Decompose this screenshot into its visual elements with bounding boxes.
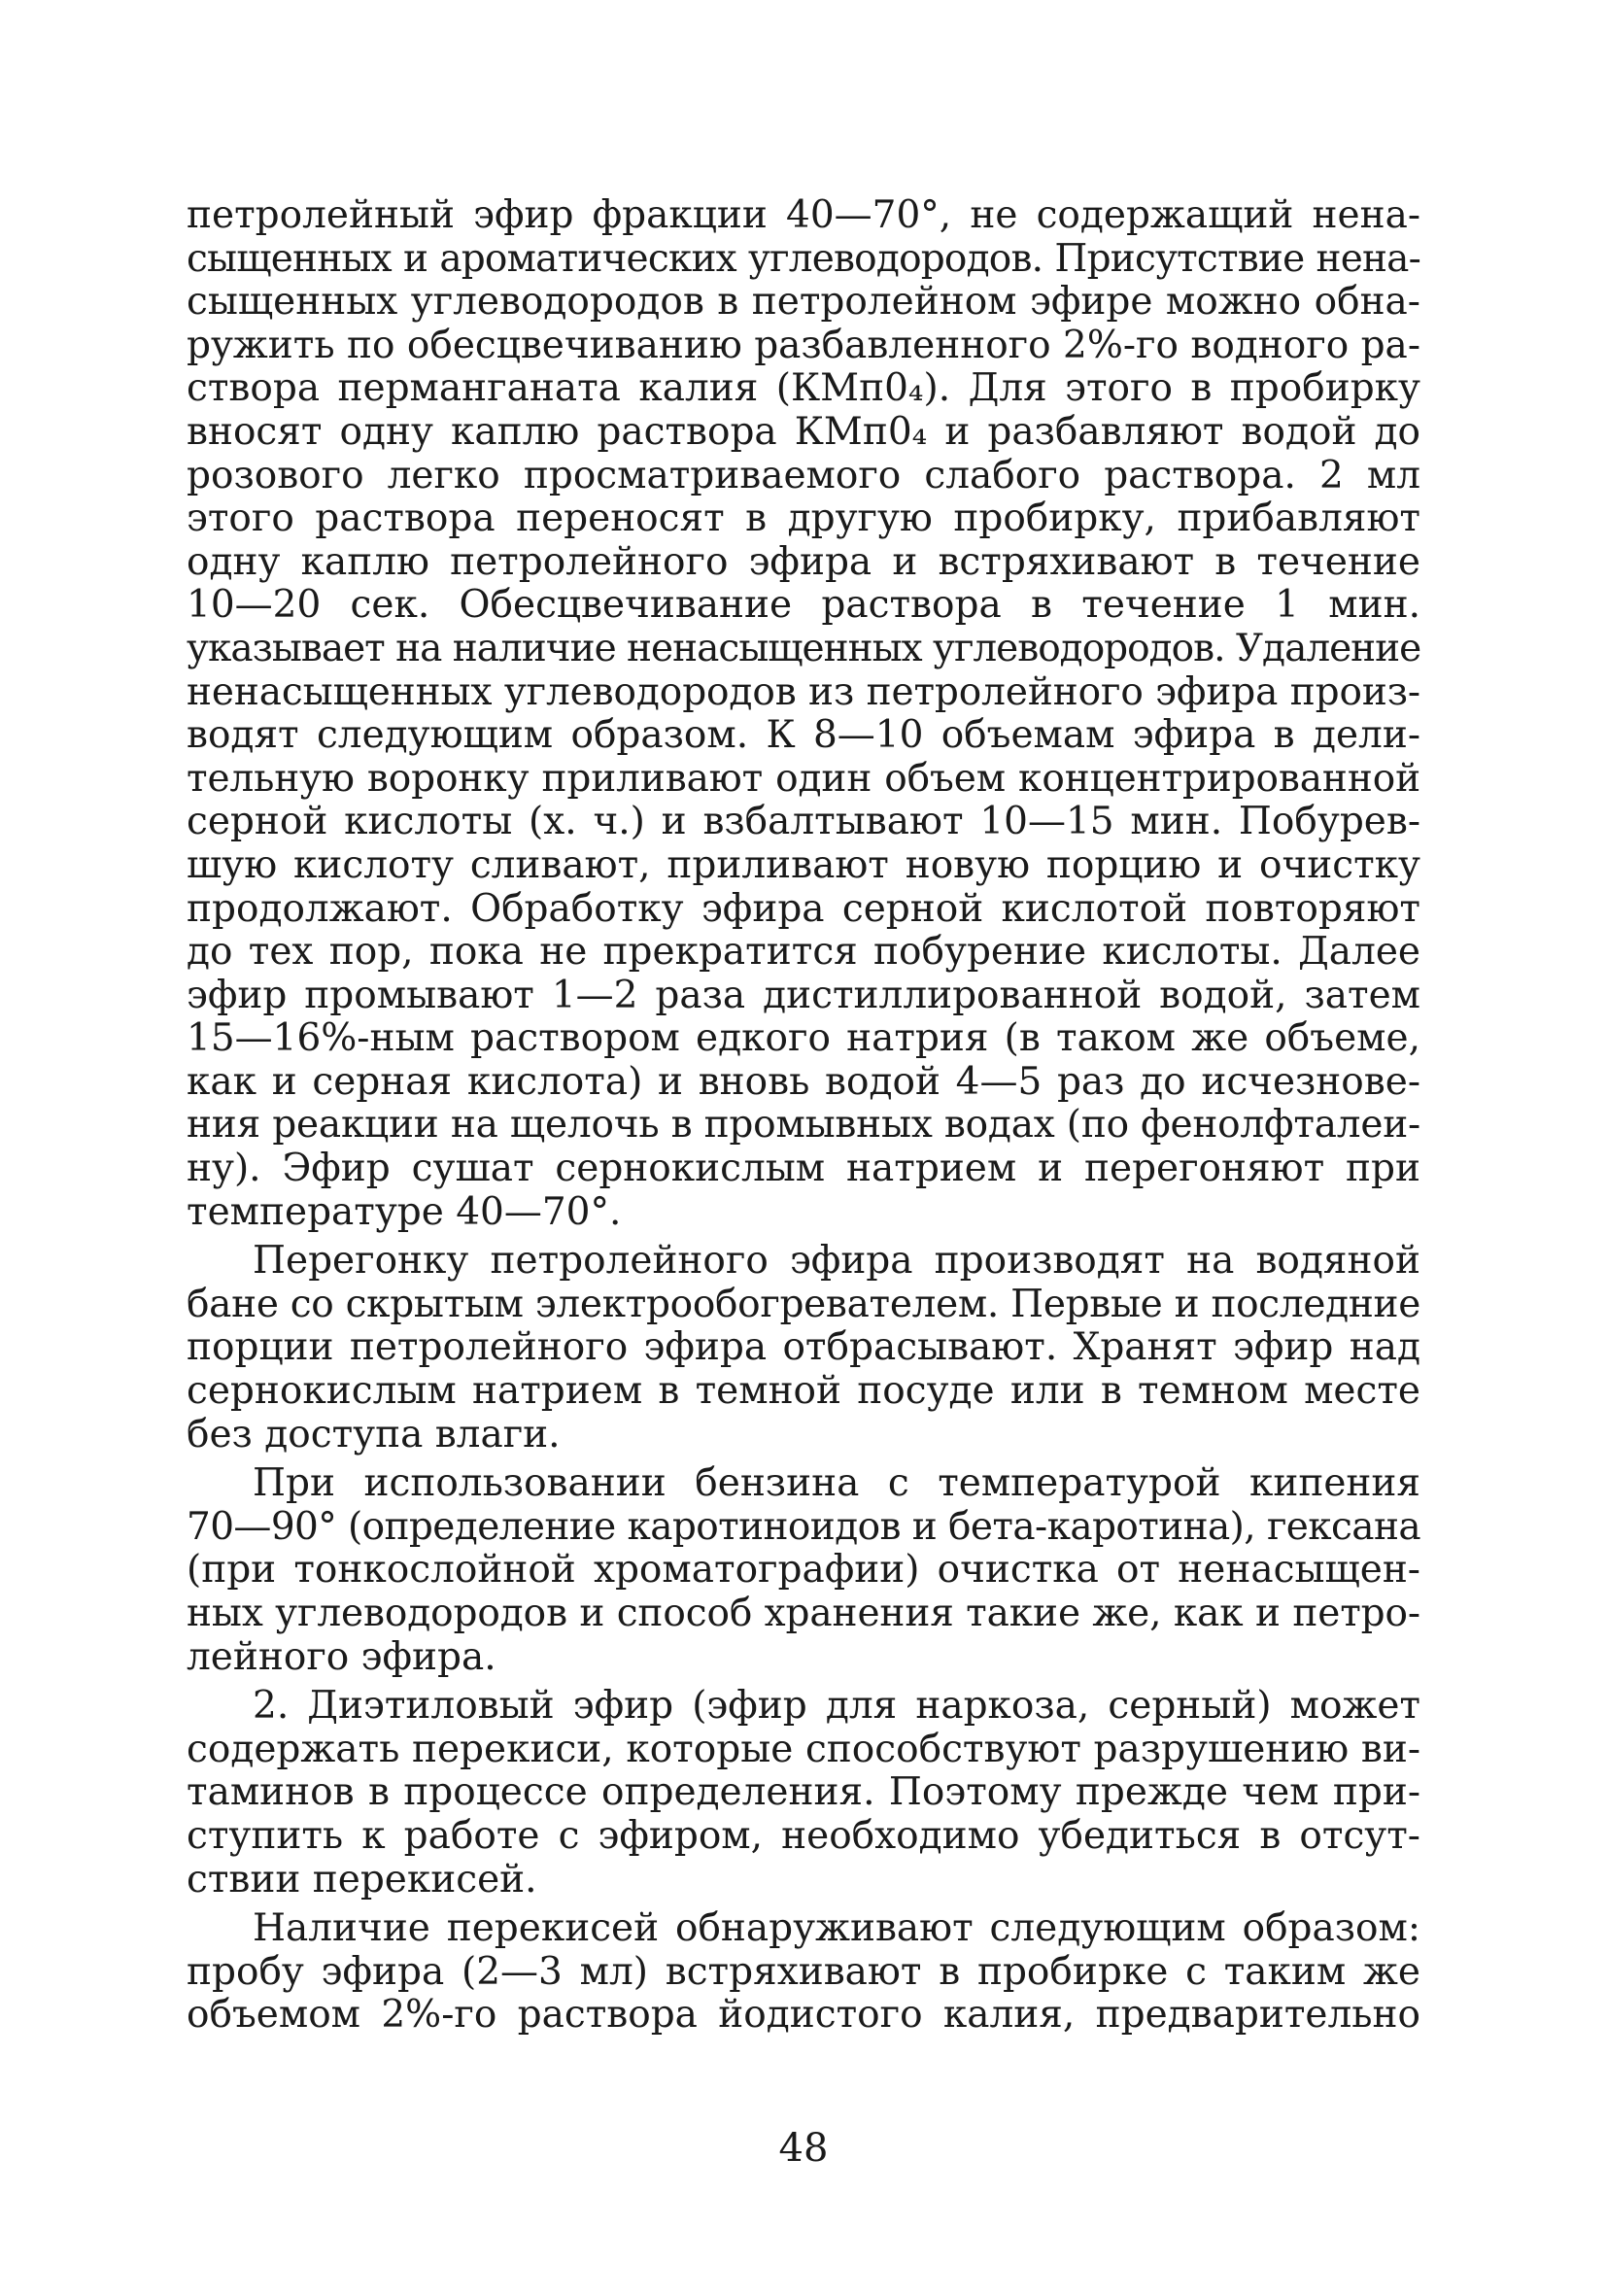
text-line: ступить к работе с эфиром, необходимо убедиться в отсут- (187, 1813, 1420, 1858)
text-line: указывает на наличие ненасыщенных углеводородов. Удаление (187, 626, 1421, 670)
text-line: шую кислоту сливают, приливают новую порцию и очистку (187, 842, 1420, 887)
text-line: бане со скрытым электрообогревателем. Первые и последние (187, 1282, 1420, 1326)
text-line: (при тонкослойной хроматографии) очистка от ненасыщен- (187, 1548, 1420, 1593)
text-line: продолжают. Обработку эфира серной кислотой повторяют (187, 886, 1420, 931)
text-line: таминов в процессе определения. Поэтому прежде чем при- (187, 1770, 1420, 1815)
text-line: ну). Эфир сушат сернокислым натрием и перегоняют при (187, 1147, 1420, 1191)
text-line: пробу эфира (2—3 мл) встряхивают в пробирке с таким же (187, 1949, 1420, 1994)
text-line: Наличие перекисей обнаруживают следующим образом: (253, 1906, 1420, 1951)
text-line: как и серная кислота) и вновь водой 4—5 раз до исчезнове- (187, 1059, 1420, 1104)
text-line: 70—90° (определение каротиноидов и бета-каротина), гексана (187, 1504, 1420, 1549)
paragraph-gasoline-hexane (187, 1462, 1420, 1679)
text-line: створа перманганата калия (КМп0₄). Для этого в пробирку (187, 366, 1420, 411)
text-line: этого раствора переносят в другую пробирку, прибавляют (187, 497, 1420, 541)
paragraph-peroxide-test (187, 1907, 1420, 2038)
text-line: 2. Диэтиловый эфир (эфир для наркоза, серный) может (253, 1684, 1420, 1729)
text-line: ния реакции на щелочь в промывных водах (по фенолфталеи- (187, 1103, 1420, 1148)
text-line: содержать перекиси, которые способствуют разрушению ви- (187, 1727, 1420, 1771)
text-line: розового легко просматриваемого слабого раствора. 2 мл (187, 453, 1420, 497)
paragraph-distillation (187, 1240, 1420, 1456)
text-line: эфир промывают 1—2 раза дистиллированной водой, затем (187, 973, 1420, 1017)
page-number: 48 (778, 2126, 829, 2171)
text-line: ных углеводородов и способ хранения такие же, как и петро- (187, 1592, 1420, 1635)
text-line: тельную воронку приливают один объем концентрированной (187, 756, 1420, 801)
text-line: При использовании бензина с температурой кипения (253, 1461, 1420, 1506)
text-line: без доступа влаги. (187, 1412, 561, 1456)
text-line: 10—20 сек. Обесцвечивание раствора в течение 1 мин. (187, 583, 1420, 628)
text-line: объемом 2%-го раствора йодистого калия, предварительно (187, 1993, 1420, 2038)
text-line: Перегонку петролейного эфира производят на водяной (253, 1239, 1420, 1284)
text-line: водят следующим образом. К 8—10 объемам эфира в дели- (187, 713, 1420, 758)
page-body (187, 194, 1420, 2043)
text-line: лейного эфира. (187, 1634, 496, 1679)
text-line: температуре 40—70°. (187, 1189, 622, 1234)
text-line: ружить по обесцвечиванию разбавленного 2%-го водного ра- (187, 323, 1420, 367)
text-line: серной кислоты (х. ч.) и взбалтывают 10—15 мин. Побурев- (187, 800, 1420, 844)
paragraph-diethyl-ether (187, 1685, 1420, 1902)
text-line: ствии перекисей. (187, 1857, 537, 1902)
text-line: сыщенных и ароматических углеводородов. Присутствие нена- (187, 236, 1420, 281)
text-line: сернокислым натрием в темной посуде или в темном месте (187, 1369, 1420, 1414)
text-line: петролейный эфир фракции 40—70°, не содержащий нена- (187, 193, 1420, 237)
paragraph-petroleum-ether (187, 194, 1420, 1234)
text-line: 15—16%-ным раствором едкого натрия (в таком же объеме, (187, 1016, 1420, 1061)
text-line: одну каплю петролейного эфира и встряхивают в течение (187, 539, 1420, 584)
text-line: вносят одну каплю раствора КМп0₄ и разбавляют водой до (187, 409, 1420, 454)
text-line: порции петролейного эфира отбрасывают. Хранят эфир над (187, 1325, 1420, 1370)
text-line: ненасыщенных углеводородов из петролейного эфира произ- (187, 669, 1420, 714)
text-line: сыщенных углеводородов в петролейном эфире можно обна- (187, 280, 1420, 325)
text-line: до тех пор, пока не прекратится побурение кислоты. Далее (187, 930, 1420, 975)
